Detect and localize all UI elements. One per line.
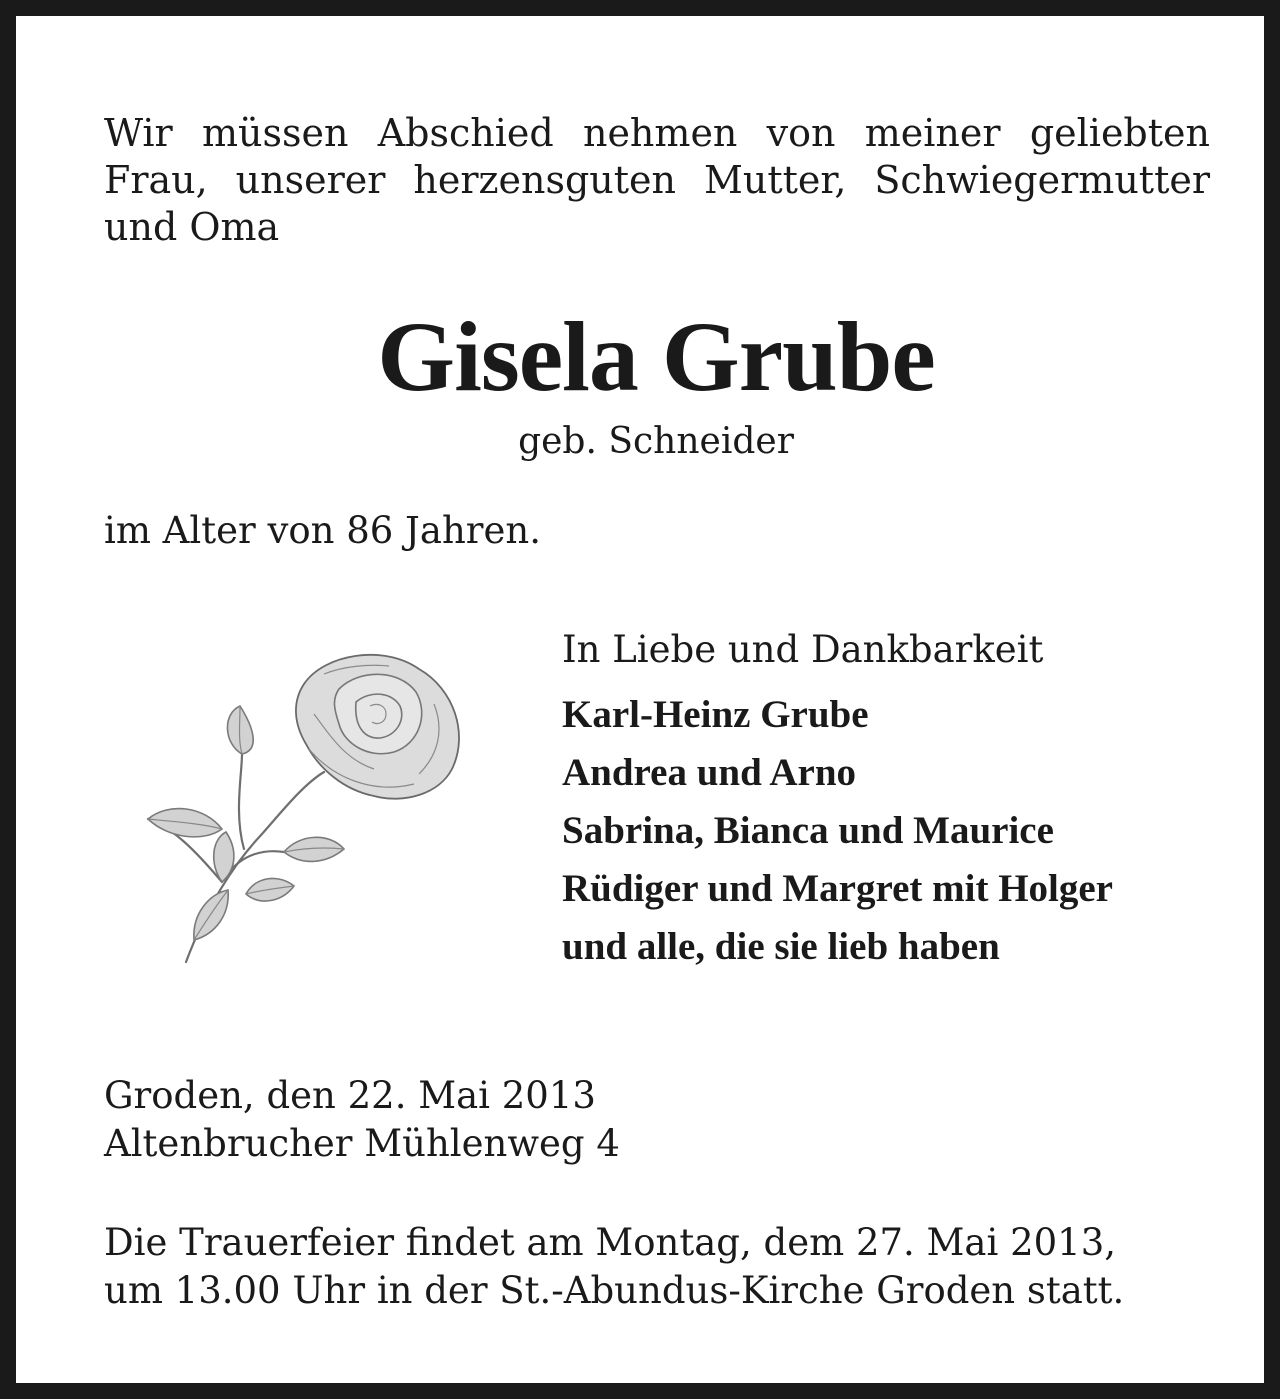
mourner-name: Sabrina, Bianca und Maurice (562, 809, 1054, 852)
mourner-name: Karl-Heinz Grube (562, 693, 869, 736)
place-address-block (104, 1072, 620, 1168)
mourner-name: Rüdiger und Margret mit Holger (562, 867, 1113, 910)
rose-icon (134, 644, 474, 974)
age-line: im Alter von 86 Jahren. (104, 509, 541, 552)
service-line-2: um 13.00 Uhr in der St.-Abundus-Kirche Groden statt. (104, 1269, 1125, 1312)
deceased-name: Gisela Grube (377, 301, 935, 412)
mourners-heading: In Liebe und Dankbarkeit (562, 628, 1044, 671)
funeral-service-notice (104, 1219, 1210, 1315)
service-line-1: Die Trauerfeier findet am Montag, dem 27. Mai 2013, (104, 1221, 1117, 1264)
mourner-name: Andrea und Arno (562, 751, 857, 794)
mourner-name: und alle, die sie lieb haben (562, 925, 1000, 968)
address: Altenbrucher Mühlenweg 4 (104, 1122, 620, 1165)
intro-text: Wir müssen Abschied nehmen von meiner geliebten Frau, unserer herzensguten Mutter, Schwiegermutter und Oma (104, 111, 1210, 249)
maiden-name: geb. Schneider (518, 421, 794, 462)
mourners-list (562, 686, 1242, 976)
place-date: Groden, den 22. Mai 2013 (104, 1074, 596, 1117)
mourners-block (562, 626, 1242, 976)
